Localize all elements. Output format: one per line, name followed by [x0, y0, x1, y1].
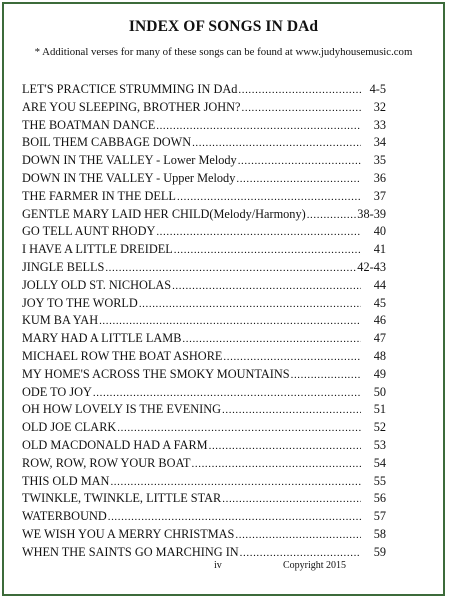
page-reference: 4-5 — [369, 82, 386, 96]
index-entry — [22, 118, 386, 136]
index-entry — [22, 171, 386, 189]
song-index-list — [22, 82, 386, 563]
dot-leader — [174, 244, 361, 256]
page-title: INDEX OF SONGS IN DAd — [128, 18, 319, 35]
index-entry — [22, 527, 386, 545]
song-title: MICHAEL ROW THE BOAT ASHORE — [22, 348, 223, 363]
dot-leader — [156, 120, 361, 132]
index-page — [2, 2, 445, 596]
page-number: iv — [214, 560, 222, 571]
dot-leader — [172, 280, 361, 292]
index-entry — [22, 456, 386, 474]
song-title: THE BOATMAN DANCE — [22, 117, 156, 132]
index-entry — [22, 296, 386, 314]
dot-leader — [222, 404, 361, 416]
page-reference: 57 — [373, 509, 386, 524]
dot-leader — [93, 387, 361, 399]
page-reference: 32 — [373, 99, 386, 114]
page-reference: 44 — [373, 277, 386, 292]
page-reference: 34 — [373, 135, 386, 150]
song-title: ARE YOU SLEEPING, BROTHER JOHN? — [22, 99, 241, 114]
page-reference: 48 — [373, 348, 386, 363]
dot-leader — [223, 351, 361, 363]
dot-leader — [177, 191, 361, 203]
index-entry — [22, 509, 386, 527]
index-entry — [22, 385, 386, 403]
song-title: JOLLY OLD ST. NICHOLAS — [22, 277, 172, 292]
song-title: I HAVE A LITTLE DREIDEL — [22, 242, 173, 257]
index-entry — [22, 491, 386, 509]
index-entry — [22, 153, 386, 171]
index-entry — [22, 420, 386, 438]
dot-leader — [108, 511, 361, 523]
dot-leader — [99, 315, 361, 327]
page-reference: 55 — [373, 473, 386, 488]
index-entry — [22, 207, 386, 225]
page-reference: 42-43 — [357, 259, 386, 274]
page-reference: 52 — [373, 420, 386, 435]
song-title: DOWN IN THE VALLEY - Upper Melody — [22, 170, 236, 185]
song-title: ROW, ROW, ROW YOUR BOAT — [22, 455, 191, 470]
additional-verses-note: * Additional verses for many of these songs can be found at www.judyhousemusic.com — [34, 46, 413, 58]
dot-leader — [156, 226, 361, 238]
index-entry — [22, 349, 386, 367]
index-entry — [22, 313, 386, 331]
index-entry — [22, 100, 386, 118]
index-entry — [22, 242, 386, 260]
song-title: MY HOME'S ACROSS THE SMOKY MOUNTAINS — [22, 366, 290, 381]
page-reference: 59 — [373, 544, 386, 559]
index-entry — [22, 402, 386, 420]
dot-leader — [182, 333, 361, 345]
page-reference: 36 — [373, 170, 386, 185]
page-reference: 46 — [373, 313, 386, 328]
dot-leader — [238, 155, 361, 167]
index-entry — [22, 260, 386, 278]
dot-leader — [117, 422, 361, 434]
page-reference: 37 — [373, 188, 386, 203]
song-title: OH HOW LOVELY IS THE EVENING — [22, 402, 222, 417]
index-entry — [22, 82, 386, 100]
song-title: WHEN THE SAINTS GO MARCHING IN — [22, 544, 239, 559]
page-reference: 49 — [373, 366, 386, 381]
copyright-notice: Copyright 2015 — [283, 560, 347, 571]
dot-leader — [209, 440, 361, 452]
index-entry — [22, 278, 386, 296]
song-title: THIS OLD MAN — [22, 473, 110, 488]
index-entry — [22, 224, 386, 242]
dot-leader — [307, 209, 357, 221]
song-title: KUM BA YAH — [22, 313, 99, 328]
dot-leader — [192, 458, 361, 470]
page-reference: 54 — [373, 455, 386, 470]
page-reference: 38-39 — [357, 206, 386, 221]
index-entry — [22, 367, 386, 385]
song-title: WATERBOUND — [22, 509, 107, 524]
song-title: GO TELL AUNT RHODY — [22, 224, 156, 239]
page-reference: 58 — [373, 526, 386, 541]
song-title: LET'S PRACTICE STRUMMING IN DAd — [22, 82, 238, 96]
index-entry — [22, 438, 386, 456]
page-reference: 50 — [373, 384, 386, 399]
page-reference: 47 — [373, 331, 386, 346]
song-title: ODE TO JOY — [22, 384, 92, 399]
song-title: JINGLE BELLS — [22, 259, 105, 274]
page-reference: 56 — [373, 491, 386, 506]
dot-leader — [238, 84, 361, 96]
song-title: DOWN IN THE VALLEY - Lower Melody — [22, 153, 237, 168]
dot-leader — [222, 493, 361, 505]
index-entry — [22, 331, 386, 349]
page-reference: 53 — [373, 437, 386, 452]
dot-leader — [192, 137, 361, 149]
page-reference: 41 — [373, 242, 386, 257]
page-reference: 51 — [373, 402, 386, 417]
song-title: MARY HAD A LITTLE LAMB — [22, 331, 182, 346]
song-title: TWINKLE, TWINKLE, LITTLE STAR — [22, 491, 222, 506]
song-title: GENTLE MARY LAID HER CHILD(Melody/Harmony) — [22, 206, 306, 221]
dot-leader — [242, 102, 362, 114]
page-reference: 40 — [373, 224, 386, 239]
song-title: JOY TO THE WORLD — [22, 295, 138, 310]
index-entry — [22, 135, 386, 153]
dot-leader — [236, 173, 361, 185]
dot-leader — [291, 369, 361, 381]
dot-leader — [240, 547, 361, 559]
page-reference: 35 — [373, 153, 386, 168]
song-title: OLD JOE CLARK — [22, 420, 117, 435]
dot-leader — [235, 529, 361, 541]
song-title: BOIL THEM CABBAGE DOWN — [22, 135, 192, 150]
page-reference: 33 — [373, 117, 386, 132]
index-entry — [22, 189, 386, 207]
index-entry — [22, 474, 386, 492]
dot-leader — [110, 476, 361, 488]
dot-leader — [105, 262, 356, 274]
song-title: THE FARMER IN THE DELL — [22, 188, 176, 203]
page-reference: 45 — [373, 295, 386, 310]
dot-leader — [139, 298, 361, 310]
song-title: WE WISH YOU A MERRY CHRISTMAS — [22, 526, 235, 541]
song-title: OLD MACDONALD HAD A FARM — [22, 437, 208, 452]
